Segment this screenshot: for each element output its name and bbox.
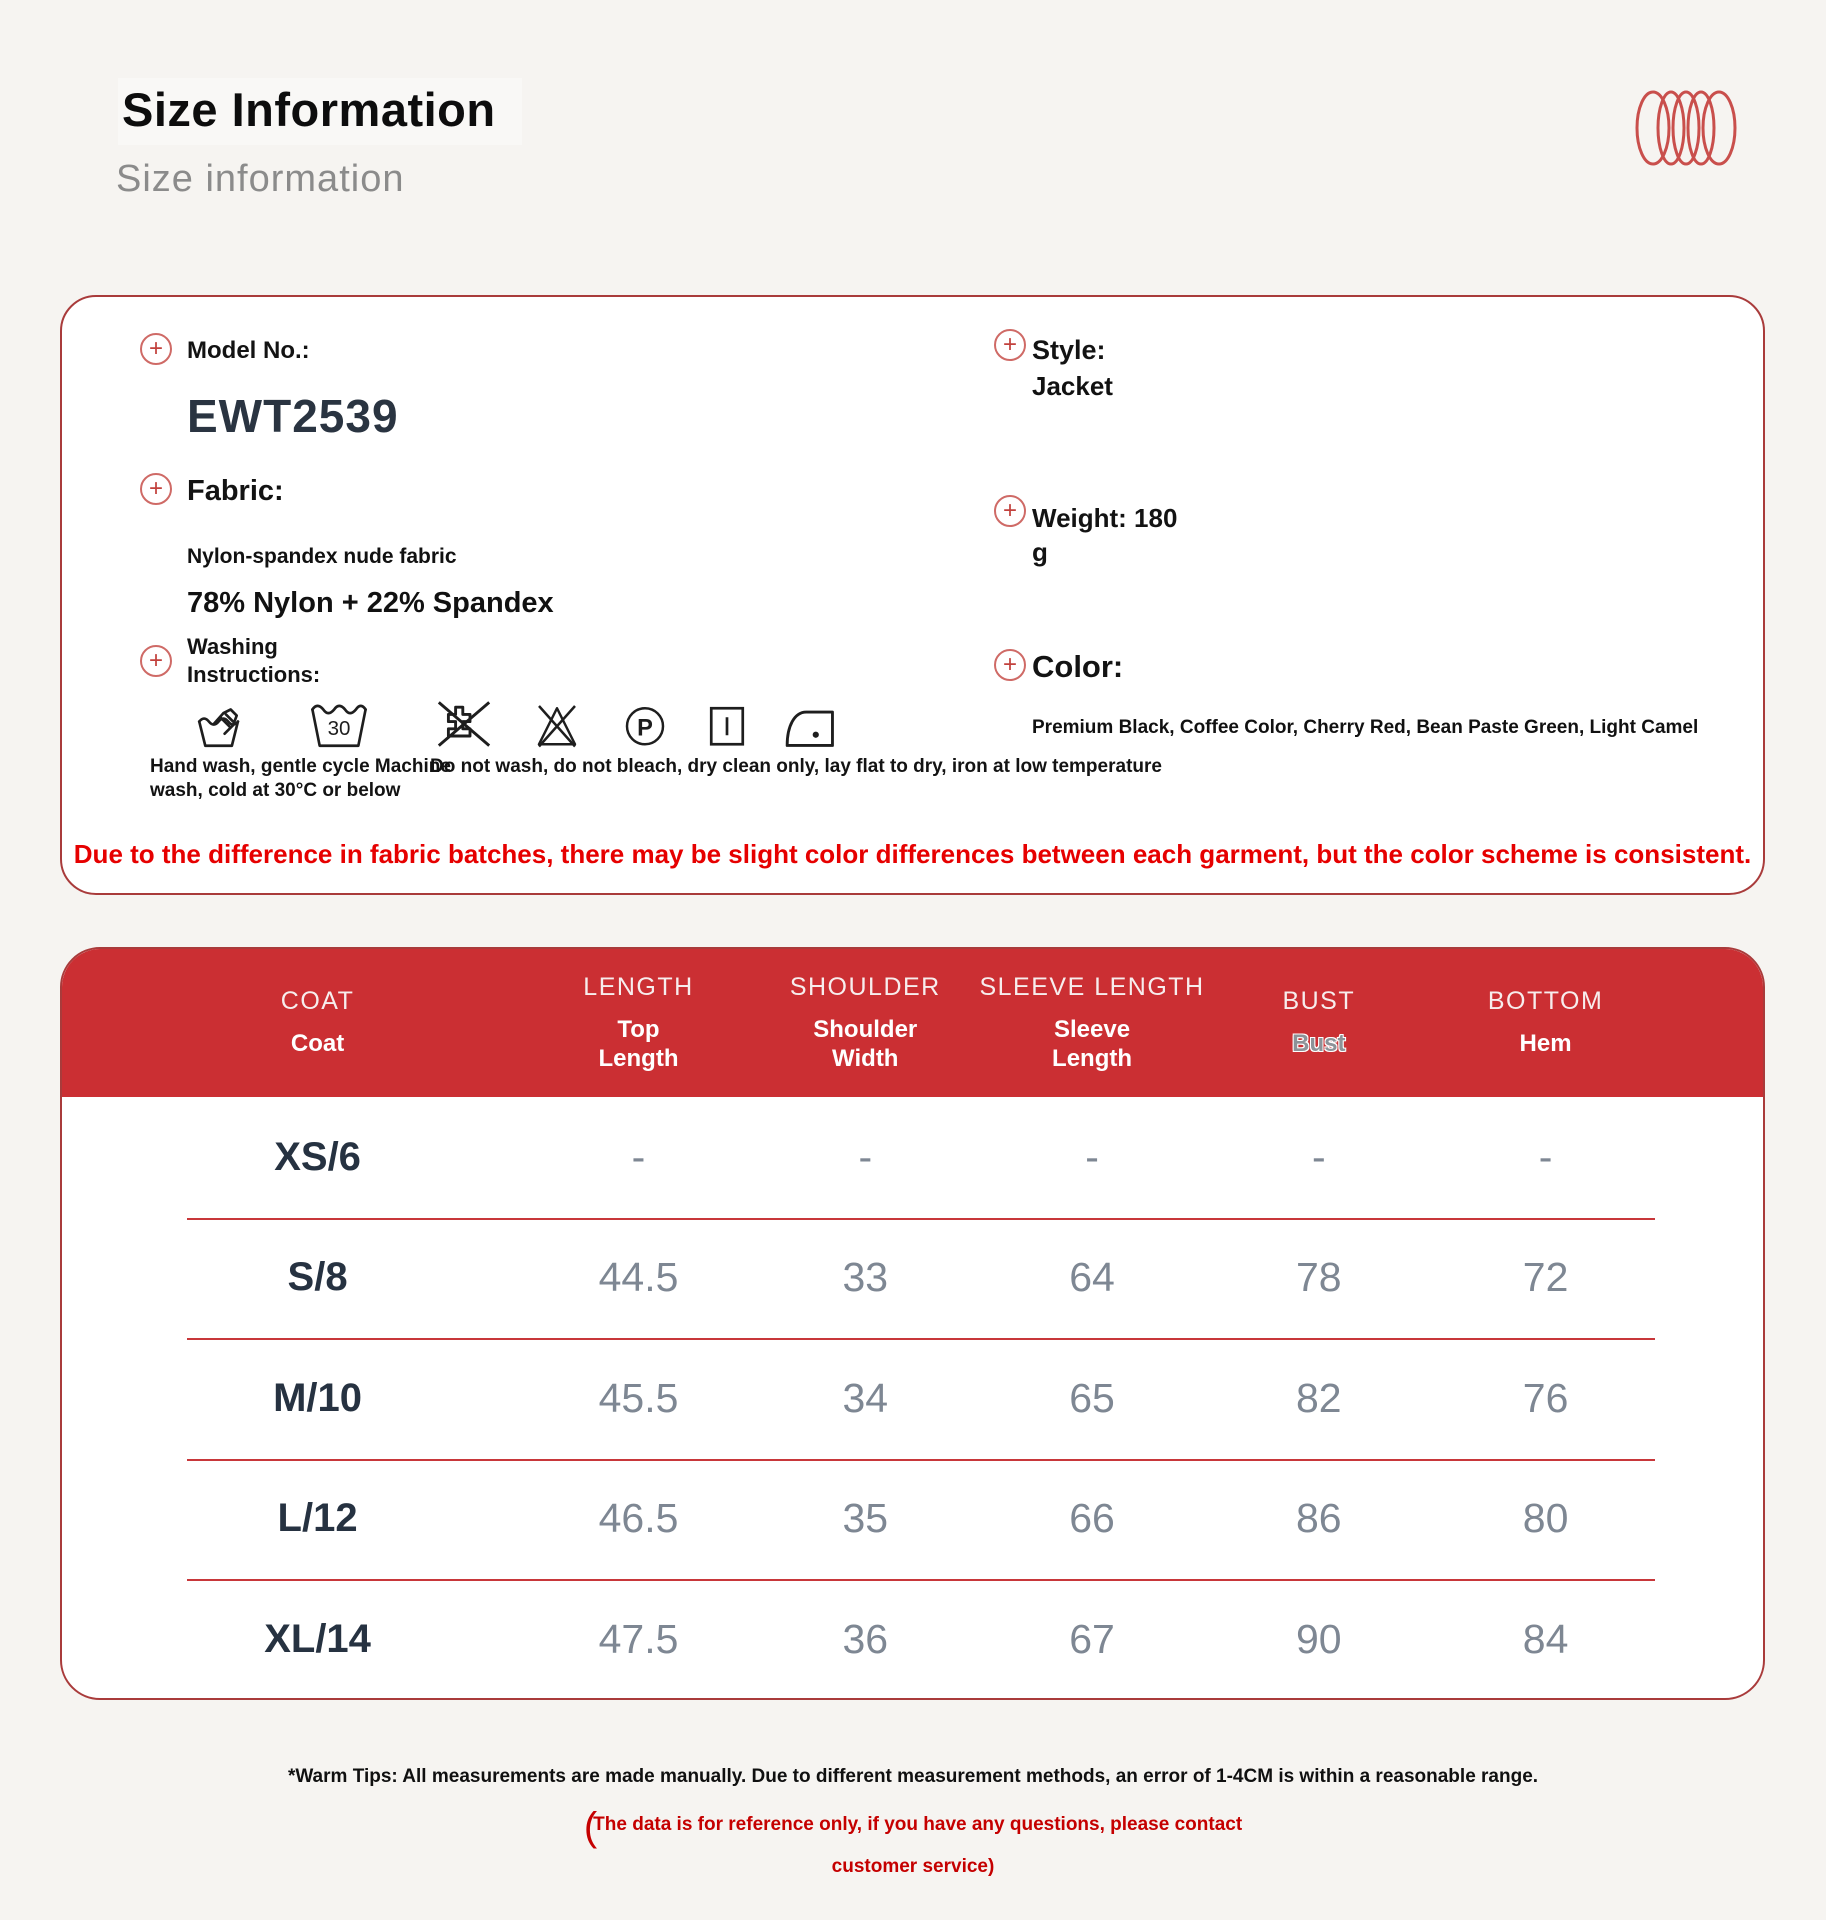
cell-value: 90	[1296, 1615, 1342, 1662]
svg-text:P: P	[637, 715, 653, 742]
cell-value: 64	[1069, 1254, 1115, 1301]
column-header-sub: Top Length	[598, 1015, 679, 1072]
cell-value: 82	[1296, 1374, 1342, 1421]
plus-icon: +	[140, 645, 172, 677]
column-header-length	[525, 973, 752, 1074]
coil-logo-icon	[1630, 86, 1742, 170]
cell-value: 76	[1522, 1374, 1569, 1421]
cell-value: -	[1311, 1133, 1326, 1180]
reference-note-line2: customer service)	[831, 1856, 995, 1877]
reference-note	[0, 1800, 1826, 1880]
column-header-bottom	[1432, 987, 1659, 1059]
cell-value: 84	[1522, 1615, 1569, 1662]
fabric-description: Nylon-spandex nude fabric	[187, 545, 457, 568]
page-title: Size Information	[118, 78, 522, 145]
column-header-sleeve-length	[979, 973, 1206, 1074]
column-header-en: COAT	[280, 987, 355, 1016]
table-row-xs6	[62, 1097, 1763, 1218]
column-header-en: BUST	[1282, 987, 1356, 1016]
dry-clean-icon	[618, 695, 672, 753]
plus-icon: +	[994, 495, 1026, 527]
color-label: Color:	[1032, 649, 1124, 684]
style-value: Jacket	[1032, 371, 1113, 401]
column-header-shoulder	[752, 973, 979, 1074]
page-subtitle: Size information	[116, 158, 405, 200]
column-header-sub: Bust	[1292, 1030, 1346, 1058]
cell-value: -	[1085, 1133, 1099, 1180]
color-options: Premium Black, Coffee Color, Cherry Red, Bean Paste Green, Light Camel	[1032, 717, 1699, 738]
cell-value: 65	[1069, 1374, 1115, 1421]
reference-note-line1: The data is for reference only, if you have any questions, please contact	[593, 1814, 1243, 1835]
model-number: EWT2539	[187, 390, 399, 442]
column-header-coat	[62, 987, 525, 1059]
cell-value: 47.5	[598, 1615, 679, 1662]
cell-value: 35	[842, 1495, 889, 1542]
table-row-xl14	[62, 1579, 1763, 1700]
cell-value: 66	[1069, 1495, 1115, 1542]
model-label: Model No.:	[187, 337, 310, 364]
svg-text:30: 30	[327, 716, 351, 740]
style-label: Style:	[1032, 335, 1106, 365]
column-header-en: LENGTH	[583, 972, 694, 1001]
washing-caption-right: Do not wash, do not bleach, dry clean only, lay flat to dry, iron at low temperature	[430, 756, 1162, 777]
column-header-sub: Sleeve Length	[1052, 1015, 1133, 1072]
washing-instructions-label: Washing Instructions:	[187, 634, 321, 688]
washing-caption-left: Hand wash, gentle cycle Machine wash, cold at 30°C or below	[150, 756, 451, 801]
large-paren: (	[583, 1805, 598, 1849]
size-label: S/8	[287, 1255, 348, 1300]
size-label: XL/14	[264, 1616, 371, 1661]
weight-label: Weight: 180 g	[1032, 503, 1178, 567]
lay-flat-to-dry-icon	[700, 695, 754, 753]
column-header-en: SHOULDER	[789, 972, 941, 1001]
plus-icon: +	[140, 473, 172, 505]
cell-value: 67	[1069, 1615, 1115, 1662]
table-row-s8	[62, 1218, 1763, 1339]
iron-low-temperature-icon	[780, 695, 842, 753]
size-label: M/10	[273, 1375, 363, 1420]
hand-wash-icon	[192, 695, 250, 753]
do-not-bleach-icon	[530, 695, 584, 753]
column-header-sub: Shoulder Width	[813, 1015, 918, 1072]
cell-value: 72	[1522, 1254, 1569, 1301]
fabric-composition: 78% Nylon + 22% Spandex	[187, 587, 554, 619]
cell-value: 36	[842, 1615, 889, 1662]
column-header-en: SLEEVE LENGTH	[979, 972, 1205, 1001]
cell-value: 34	[842, 1374, 889, 1421]
table-row-l12	[62, 1459, 1763, 1580]
warm-tips-note: *Warm Tips: All measurements are made manually. Due to different measurement methods, an error of 1-4CM is within a reasonable range.	[287, 1766, 1539, 1787]
cell-value: -	[1538, 1133, 1553, 1180]
column-header-en: BOTTOM	[1487, 987, 1604, 1016]
cell-value: 80	[1522, 1495, 1569, 1542]
column-header-bust	[1205, 987, 1432, 1059]
plus-icon: +	[994, 329, 1026, 361]
machine-wash-30-icon	[306, 695, 372, 753]
cell-value: -	[631, 1133, 646, 1180]
cell-value: 46.5	[598, 1495, 679, 1542]
plus-icon: +	[994, 649, 1026, 681]
size-table	[60, 947, 1765, 1700]
cell-value: 44.5	[598, 1254, 679, 1301]
size-table-header	[62, 949, 1763, 1097]
size-label: XS/6	[274, 1134, 361, 1179]
cell-value: 86	[1296, 1495, 1342, 1542]
cell-value: -	[858, 1133, 873, 1180]
cell-value: 78	[1296, 1254, 1342, 1301]
size-label: L/12	[277, 1496, 358, 1541]
fabric-label: Fabric:	[187, 475, 284, 507]
cell-value: 33	[842, 1254, 889, 1301]
column-header-sub: Hem	[1519, 1030, 1572, 1058]
do-not-wash-icon	[434, 695, 494, 753]
cell-value: 45.5	[598, 1374, 679, 1421]
product-info-card	[60, 295, 1765, 895]
table-row-m10	[62, 1338, 1763, 1459]
plus-icon: +	[140, 333, 172, 365]
column-header-sub: Coat	[290, 1030, 345, 1058]
fabric-batch-warning: Due to the difference in fabric batches, there may be slight color differences between each garment, but the color scheme is consistent.	[73, 839, 1752, 869]
